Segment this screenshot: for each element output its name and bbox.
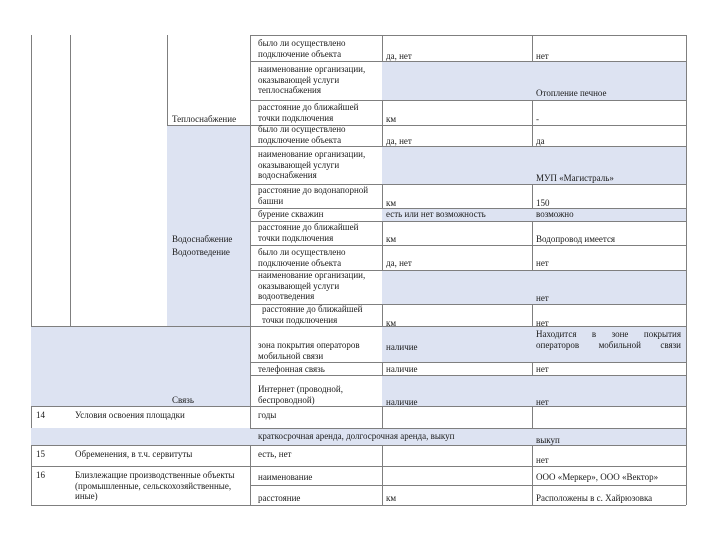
value-11: Находится в зоне покрытия операторов мобильной связи	[536, 329, 681, 350]
value-0: нет	[536, 51, 549, 61]
item-16b-unit: км	[386, 493, 397, 503]
value-10: нет	[536, 318, 549, 328]
value-8: нет	[536, 258, 549, 268]
item-16-param: наименование	[258, 472, 313, 482]
param-7: расстояние до ближайшей точки подключения	[258, 222, 359, 243]
value-3: да	[536, 136, 545, 146]
shade-row-5	[382, 147, 686, 184]
item-15-name: Обременения, в т.ч. сервитуты	[75, 449, 193, 459]
value-7: Водопровод имеется	[536, 234, 616, 244]
param-8: было ли осуществлено подключение объекта	[258, 247, 346, 268]
unit-10: км	[386, 318, 397, 328]
shade-group-water	[167, 126, 250, 326]
item-14-name: Условия освоения площадки	[75, 410, 185, 420]
param-10: расстояние до ближайшей точки подключения	[262, 304, 363, 325]
item-16-value: ООО «Меркер», ООО «Вектор»	[536, 472, 659, 482]
item-16-num: 16	[36, 470, 45, 480]
shade-row-10	[382, 270, 686, 304]
param-9: наименование организации, оказывающей услуги водоотведения	[258, 270, 366, 301]
unit-7: км	[386, 234, 397, 244]
shade-group-comm	[31, 326, 250, 406]
value-9: нет	[536, 293, 549, 303]
unit-2: км	[386, 114, 397, 124]
item-15-num: 15	[36, 449, 45, 459]
value-2: -	[536, 114, 539, 124]
shade-row-2	[382, 62, 686, 100]
col-line-2	[70, 35, 71, 335]
unit-8: да, нет	[386, 258, 412, 268]
item-15-param: есть, нет	[258, 449, 292, 459]
param-5: расстояние до водонапорной башни	[258, 185, 369, 206]
item-14b-param: краткосрочная аренда, долгосрочная аренда, выкуп	[258, 431, 455, 441]
value-13: нет	[536, 397, 549, 407]
item-15-value: нет	[536, 455, 549, 465]
unit-6: есть или нет возможность	[386, 209, 486, 219]
shade-row-14	[382, 375, 686, 406]
param-13: Интернет (проводной, беспроводной)	[258, 384, 343, 405]
col-line-7	[686, 35, 687, 505]
param-12: телефонная связь	[258, 364, 325, 374]
item-16b-value: Расположены в с. Хайрюзовка	[536, 493, 653, 503]
param-2: расстояние до ближайшей точки подключения	[258, 102, 359, 123]
unit-0: да, нет	[386, 51, 412, 61]
unit-5: км	[386, 198, 397, 208]
param-6: бурение скважин	[258, 209, 324, 219]
item-14-param: годы	[258, 410, 277, 420]
group-heat: Теплоснабжение	[172, 114, 237, 124]
value-4: МУП «Магистраль»	[536, 173, 614, 183]
unit-13: наличие	[386, 397, 418, 407]
item-14-num: 14	[36, 410, 45, 420]
unit-12: наличие	[386, 364, 418, 374]
group-water: Водоснабжение	[172, 234, 233, 244]
value-1: Отопление печное	[536, 88, 607, 98]
param-0: было ли осуществлено подключение объекта	[258, 38, 346, 59]
value-12: нет	[536, 364, 549, 374]
group-sewer: Водоотведение	[172, 247, 230, 257]
unit-11: наличие	[386, 342, 418, 352]
value-6: возможно	[536, 209, 574, 219]
item-16-name: Близлежащие производственные объекты (промышленные, сельскохозяйственные, иные)	[75, 470, 235, 501]
unit-3: да, нет	[386, 136, 412, 146]
item-16b-param: расстояние	[258, 493, 301, 503]
value-5: 150	[536, 198, 550, 208]
item-14b-value: выкуп	[536, 435, 560, 445]
param-4: наименование организации, оказывающей услуги водоснабжения	[258, 149, 366, 180]
param-3: было ли осуществлено подключение объекта	[258, 124, 346, 145]
param-11: зона покрытия операторов мобильной связи	[258, 340, 360, 361]
group-comm: Связь	[172, 395, 194, 405]
param-1: наименование организации, оказывающей услуги теплоснабжения	[258, 64, 366, 95]
